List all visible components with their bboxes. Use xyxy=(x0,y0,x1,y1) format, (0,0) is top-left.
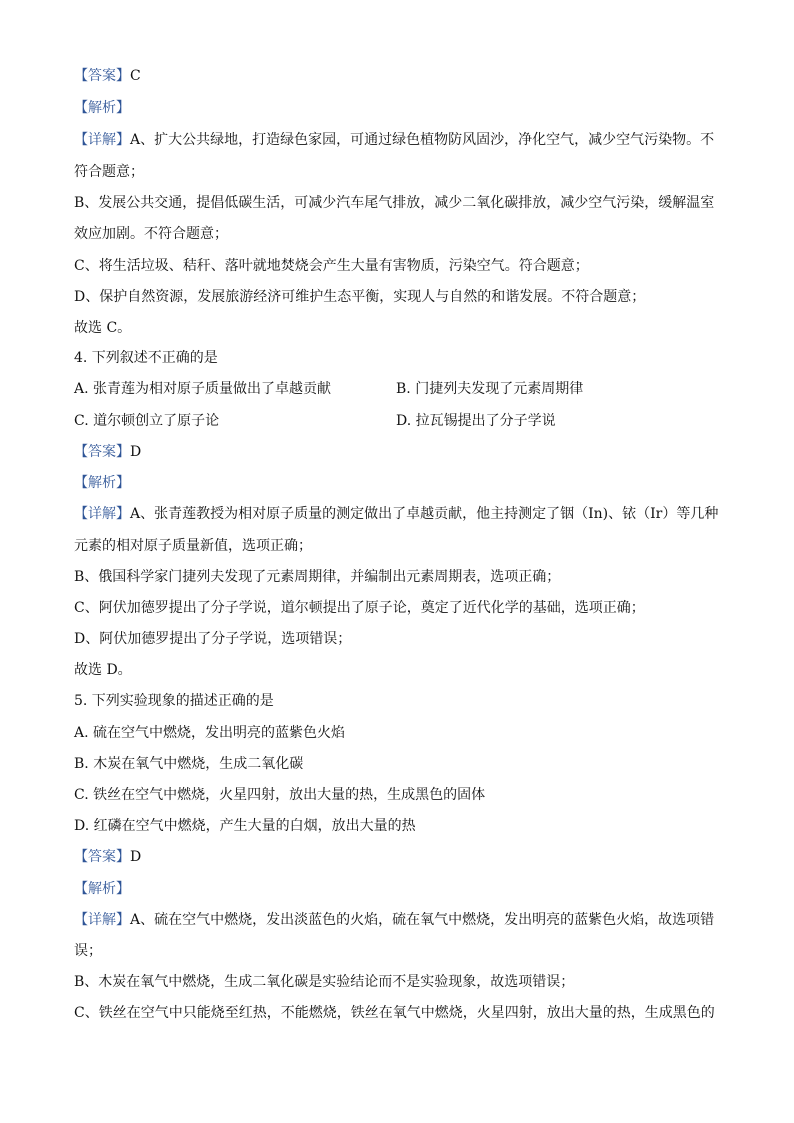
answer-line xyxy=(74,66,724,86)
detail-label: 【详解】 xyxy=(74,506,130,522)
question-5: 5. 下列实验现象的描述正确的是 xyxy=(74,693,274,709)
answer-line xyxy=(74,442,724,462)
answer-line xyxy=(74,847,724,867)
text-line: C、阿伏加德罗提出了分子学说，道尔顿提出了原子论，奠定了近代化学的基础，选项正确； xyxy=(74,600,645,616)
option-b: B. 木炭在氧气中燃烧，生成二氧化碳 xyxy=(74,756,304,772)
detail-line xyxy=(74,504,724,524)
text-line: 误； xyxy=(74,943,102,959)
detail-line xyxy=(74,130,724,150)
text-line: D、保护自然资源，发展旅游经济可维护生态平衡，实现人与自然的和谐发展。不符合题意； xyxy=(74,289,646,305)
detail-text: A、张青莲教授为相对原子质量的测定做出了卓越贡献，他主持测定了铟（In)、铱（Ir）等几种 xyxy=(130,506,719,522)
answer-label: 【答案】 xyxy=(74,68,130,84)
text-line: D、阿伏加德罗提出了分子学说，选项错误； xyxy=(74,631,352,647)
detail-text: A、硫在空气中燃烧，发出淡蓝色的火焰，硫在氧气中燃烧，发出明亮的蓝紫色火焰，故选项错 xyxy=(130,912,715,928)
detail-label: 【详解】 xyxy=(74,912,130,928)
option-row xyxy=(74,379,724,399)
option-a: A. 硫在空气中燃烧，发出明亮的蓝紫色火焰 xyxy=(74,725,346,741)
analysis-label: 【解析】 xyxy=(74,475,130,491)
text-line: C、将生活垃圾、秸秆、落叶就地焚烧会产生大量有害物质，污染空气。符合题意； xyxy=(74,258,589,274)
question-4: 4. 下列叙述不正确的是 xyxy=(74,350,218,366)
answer-label: 【答案】 xyxy=(74,444,130,460)
text-line: B、木炭在氧气中燃烧，生成二氧化碳是实验结论而不是实验现象，故选项错误； xyxy=(74,974,575,990)
text-line: C、铁丝在空气中只能烧至红热，不能燃烧，铁丝在氧气中燃烧，火星四射，放出大量的热，生成黑色的 xyxy=(74,1005,715,1021)
option-c: C. 铁丝在空气中燃烧，火星四射，放出大量的热，生成黑色的固体 xyxy=(74,787,486,803)
text-line: B、发展公共交通，提倡低碳生活，可减少汽车尾气排放，减少二氧化碳排放，减少空气污染，缓解温室 xyxy=(74,195,715,211)
detail-line xyxy=(74,910,724,930)
detail-label: 【详解】 xyxy=(74,132,130,148)
option-b: B. 门捷列夫发现了元素周期律 xyxy=(396,381,584,397)
text-line: 故选 C。 xyxy=(74,320,132,336)
answer-value: C xyxy=(130,68,141,84)
text-line: 元素的相对原子质量新值，选项正确； xyxy=(74,538,312,554)
answer-label: 【答案】 xyxy=(74,849,130,865)
answer-value: D xyxy=(130,849,142,865)
text-line: 效应加剧。不符合题意； xyxy=(74,226,228,242)
option-d: D. 红磷在空气中燃烧，产生大量的白烟，放出大量的热 xyxy=(74,818,416,834)
analysis-label: 【解析】 xyxy=(74,881,130,897)
option-d: D. 拉瓦锡提出了分子学说 xyxy=(396,413,556,429)
option-row xyxy=(74,411,724,431)
detail-text: A、扩大公共绿地，打造绿色家园，可通过绿色植物防风固沙，净化空气，减少空气污染物。不 xyxy=(130,132,715,148)
text-line: 故选 D。 xyxy=(74,662,132,678)
text-line: B、俄国科学家门捷列夫发现了元素周期律，并编制出元素周期表，选项正确； xyxy=(74,569,561,585)
option-c: C. 道尔顿创立了原子论 xyxy=(74,413,220,429)
text-line: 符合题意； xyxy=(74,164,144,180)
option-a: A. 张青莲为相对原子质量做出了卓越贡献 xyxy=(74,381,332,397)
answer-value: D xyxy=(130,444,142,460)
analysis-label: 【解析】 xyxy=(74,100,130,116)
